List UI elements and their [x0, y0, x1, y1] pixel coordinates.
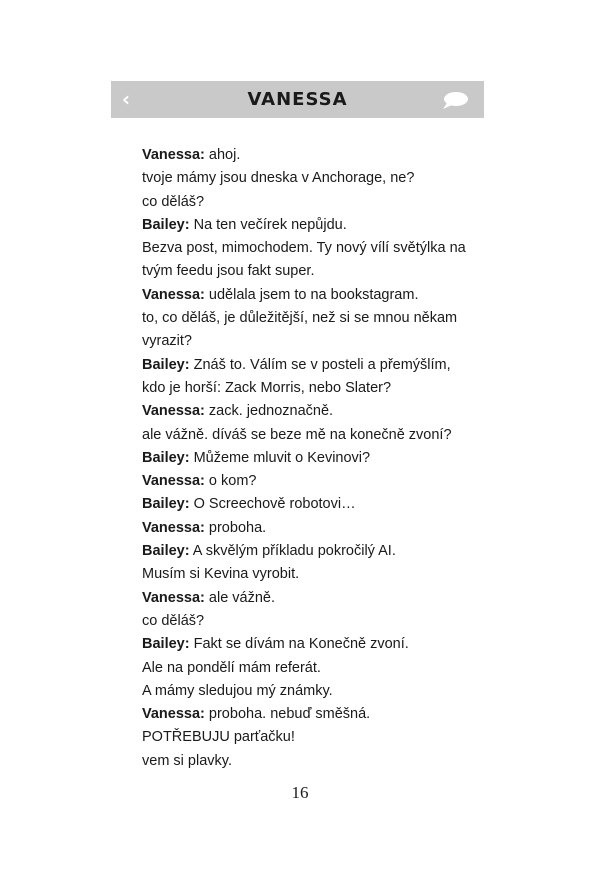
- page-number: 16: [291, 783, 309, 802]
- speaker-name: Vanessa:: [142, 519, 205, 536]
- speaker-name: Bailey:: [142, 356, 190, 373]
- message-list: [142, 144, 482, 773]
- message-line: [142, 191, 482, 214]
- message-line: [142, 214, 482, 237]
- chat-header: [111, 81, 484, 118]
- message-line: [142, 726, 482, 749]
- speaker-name: Bailey:: [142, 449, 190, 466]
- message-line: [142, 633, 482, 656]
- message-line: [142, 307, 482, 330]
- message-line: [142, 680, 482, 703]
- message-line: [142, 657, 482, 680]
- message-text: kdo je horší: Zack Morris, nebo Slater?: [142, 379, 392, 396]
- message-text: vem si plavky.: [142, 752, 232, 769]
- speaker-name: Vanessa:: [142, 473, 205, 490]
- message-line: [142, 493, 482, 516]
- message-line: [142, 354, 482, 377]
- speaker-name: Vanessa:: [142, 147, 205, 163]
- chevron-left-icon[interactable]: ‹: [121, 87, 131, 111]
- message-text: Na ten večírek nepůjdu.: [189, 216, 347, 233]
- message-text: POTŘEBUJU parťačku!: [142, 729, 295, 746]
- message-line: [142, 587, 482, 610]
- speaker-name: Bailey:: [142, 543, 190, 560]
- message-text: Fakt se dívám na Konečně zvoní.: [189, 636, 409, 653]
- message-text: tvoje mámy jsou dneska v Anchorage, ne?: [142, 170, 415, 187]
- message-line: [142, 517, 482, 540]
- speaker-name: Vanessa:: [142, 403, 205, 420]
- message-text: O Screechově robotovi…: [189, 496, 356, 513]
- message-text: to, co děláš, je důležitější, než si se mnou někam: [142, 310, 458, 327]
- message-text: o kom?: [204, 473, 257, 490]
- message-line: [142, 237, 482, 260]
- message-text: A skvělým příkladu pokročilý AI.: [189, 543, 396, 560]
- message-line: [142, 377, 482, 400]
- speaker-name: Vanessa:: [142, 706, 205, 723]
- message-text: Bezva post, mimochodem. Ty nový vílí světýlka na: [142, 240, 466, 257]
- message-line: [142, 400, 482, 423]
- message-text: ahoj.: [204, 147, 241, 163]
- message-text: Musím si Kevina vyrobit.: [142, 566, 300, 583]
- message-line: [142, 144, 482, 167]
- message-text: ale vážně.: [204, 589, 276, 606]
- message-line: [142, 284, 482, 307]
- message-line: [142, 260, 482, 283]
- message-line: [142, 424, 482, 447]
- message-line: [142, 447, 482, 470]
- message-text: Ale na pondělí mám referát.: [142, 659, 321, 676]
- message-line: [142, 563, 482, 586]
- message-line: [142, 167, 482, 190]
- message-text: Znáš to. Válím se v posteli a přemýšlím,: [189, 356, 451, 373]
- message-text: proboha. nebuď směšná.: [204, 706, 371, 723]
- speaker-name: Vanessa:: [142, 286, 205, 303]
- speech-bubble-icon[interactable]: [440, 90, 470, 110]
- message-text: Můžeme mluvit o Kevinovi?: [189, 449, 371, 466]
- speaker-name: Bailey:: [142, 636, 190, 653]
- message-text: vyrazit?: [142, 333, 192, 350]
- speaker-name: Bailey:: [142, 216, 190, 233]
- speaker-name: Bailey:: [142, 496, 190, 513]
- message-line: [142, 470, 482, 493]
- chat-title: VANESSA: [247, 89, 348, 110]
- message-text: ale vážně. díváš se beze mě na konečně zvoní?: [142, 426, 452, 443]
- message-line: [142, 330, 482, 353]
- message-text: A mámy sledujou mý známky.: [142, 682, 333, 699]
- message-line: [142, 750, 482, 773]
- message-text: co děláš?: [142, 612, 205, 629]
- speaker-name: Vanessa:: [142, 589, 205, 606]
- message-text: tvým feedu jsou fakt super.: [142, 263, 315, 280]
- message-line: [142, 703, 482, 726]
- message-line: [142, 540, 482, 563]
- message-text: co děláš?: [142, 193, 205, 210]
- message-text: udělala jsem to na bookstagram.: [204, 286, 419, 303]
- message-line: [142, 610, 482, 633]
- message-text: proboha.: [204, 519, 267, 536]
- message-text: zack. jednoznačně.: [204, 403, 334, 420]
